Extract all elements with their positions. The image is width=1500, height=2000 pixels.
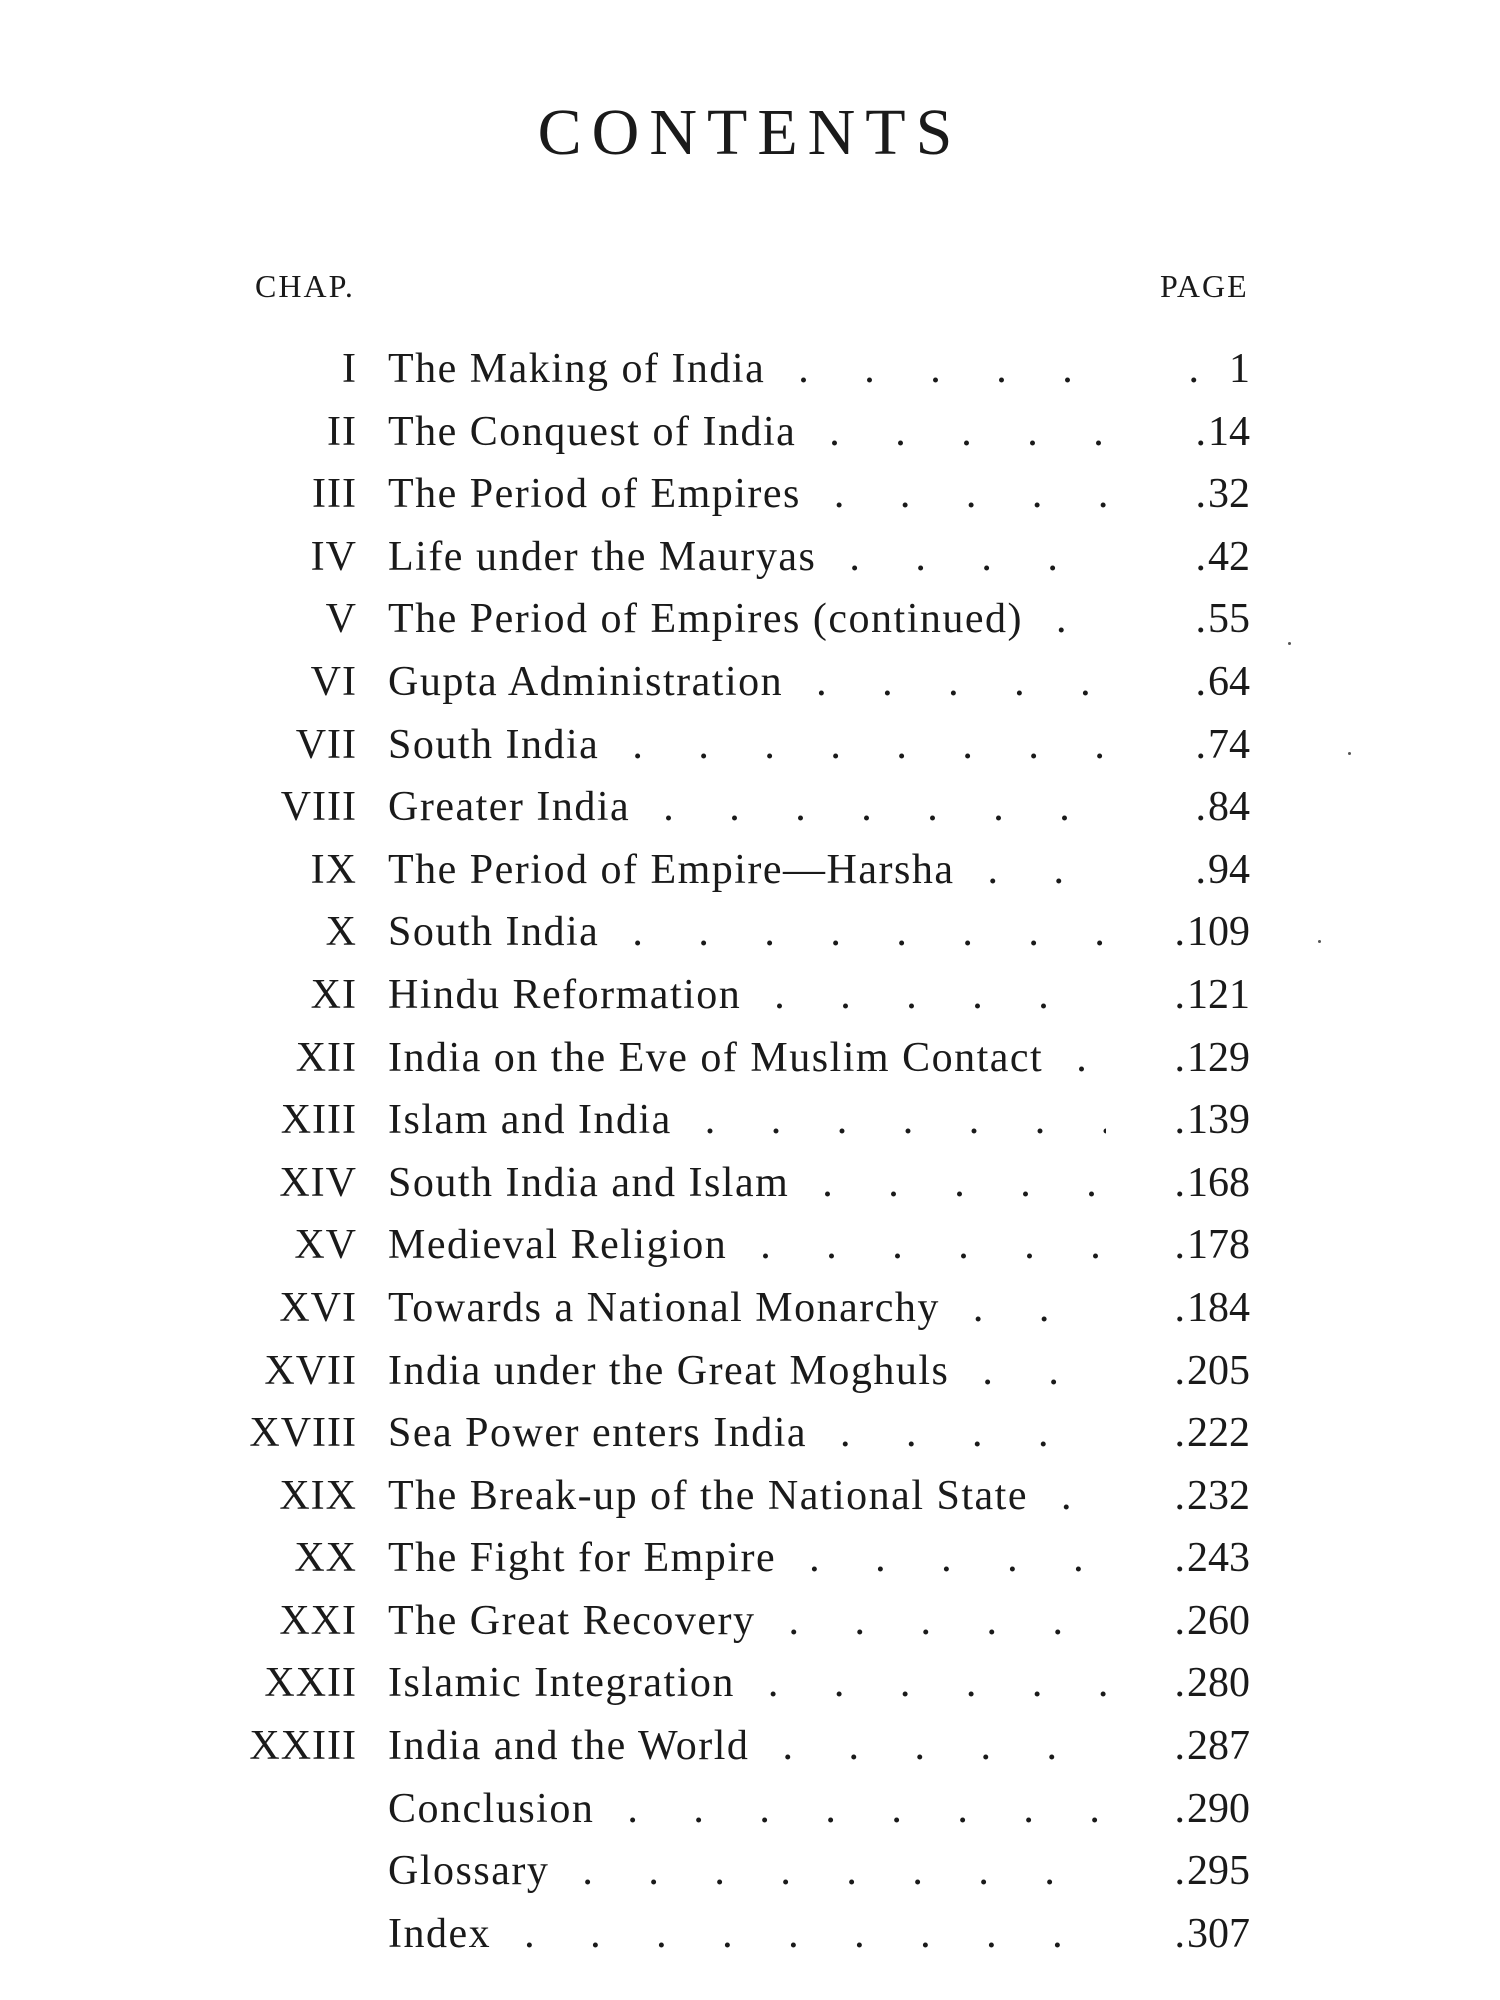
page-number: . 14 — [1188, 401, 1251, 464]
toc-entry — [0, 964, 1500, 1027]
page-number: . 55 — [1188, 588, 1251, 651]
chapter-title: Medieval Religion . . — [388, 1214, 1106, 1277]
page-number: . 129 — [1167, 1027, 1251, 1090]
toc-entry — [0, 588, 1500, 651]
chapter-title: Hindu Reformation . . — [388, 964, 1106, 1027]
toc-entry — [0, 1089, 1500, 1152]
page-number: . 243 — [1167, 1527, 1251, 1590]
chapter-number: XV — [294, 1222, 357, 1269]
chapter-title: Conclusion . . — [388, 1778, 1106, 1841]
page-number: . 222 — [1167, 1402, 1251, 1465]
toc-entry — [0, 901, 1500, 964]
chapter-title: South India and Islam . . — [388, 1152, 1106, 1215]
chapter-title: Towards a National Monarchy . . — [388, 1277, 1106, 1340]
chapter-column-header: CHAP. — [255, 268, 355, 304]
chapter-title: Greater India . . — [388, 776, 1106, 839]
toc-entry — [0, 1027, 1500, 1090]
page-number: . 139 — [1167, 1089, 1251, 1152]
page-number: . 32 — [1188, 463, 1251, 526]
chapter-title: South India . . — [388, 714, 1106, 777]
page-number: . 280 — [1167, 1652, 1251, 1715]
print-speck — [1348, 752, 1351, 755]
page-number: . 121 — [1167, 964, 1251, 1027]
toc-entry — [0, 1152, 1500, 1215]
chapter-title: Islamic Integration . . — [388, 1652, 1106, 1715]
page-number: . 232 — [1167, 1465, 1251, 1528]
page-number: . 307 — [1167, 1903, 1251, 1966]
chapter-title: Index . . — [388, 1903, 1106, 1966]
toc-entry — [0, 776, 1500, 839]
chapter-number: V — [325, 596, 357, 643]
toc-entry — [0, 1715, 1500, 1778]
toc-entry — [0, 1465, 1500, 1528]
chapter-title: The Great Recovery . . — [388, 1590, 1106, 1653]
page-number: . 205 — [1167, 1340, 1251, 1403]
chapter-number: VIII — [280, 784, 357, 831]
chapter-number: XVIII — [249, 1410, 357, 1457]
chapter-number: XXIII — [249, 1723, 357, 1770]
chapter-number: III — [312, 471, 357, 518]
toc-entry — [0, 1214, 1500, 1277]
chapter-number: XIII — [280, 1097, 357, 1144]
chapter-title: Life under the Mauryas . . — [388, 526, 1106, 589]
chapter-number: VII — [295, 721, 357, 768]
chapter-title: Gupta Administration . . — [388, 651, 1106, 714]
chapter-number: XIX — [279, 1472, 357, 1519]
toc-entry — [0, 526, 1500, 589]
chapter-number: VI — [310, 658, 357, 705]
toc-entry — [0, 1527, 1500, 1590]
print-speck — [1288, 642, 1291, 645]
chapter-title: The Fight for Empire . . — [388, 1527, 1106, 1590]
page-number: . 109 — [1167, 901, 1251, 964]
chapter-title: Sea Power enters India . . — [388, 1402, 1106, 1465]
toc-entry — [0, 1340, 1500, 1403]
page-number: . 168 — [1167, 1152, 1251, 1215]
toc-entry — [0, 1778, 1500, 1841]
toc-entry — [0, 714, 1500, 777]
chapter-number: XX — [294, 1535, 357, 1582]
print-speck — [1318, 940, 1321, 943]
page-title: CONTENTS — [537, 96, 963, 169]
chapter-title: Islam and India . . — [388, 1089, 1106, 1152]
chapter-title: India on the Eve of Muslim Contact . . — [388, 1027, 1106, 1090]
toc-entry — [0, 401, 1500, 464]
chapter-number: XVII — [264, 1347, 357, 1394]
chapter-title: The Making of India . . — [388, 338, 1106, 401]
toc-entry — [0, 651, 1500, 714]
toc-entry — [0, 1590, 1500, 1653]
toc-entry — [0, 839, 1500, 902]
chapter-number: II — [327, 408, 357, 455]
chapter-number: I — [342, 346, 357, 392]
chapter-title: The Conquest of India . . — [388, 401, 1106, 464]
page-number: . 64 — [1188, 651, 1251, 714]
page-number: . 295 — [1167, 1840, 1251, 1903]
page-number: . 260 — [1167, 1590, 1251, 1653]
chapter-number: XIV — [279, 1159, 357, 1206]
chapter-title: The Period of Empires (continued) . . — [388, 588, 1106, 651]
page-column-header: PAGE — [1160, 268, 1249, 304]
toc-entry — [0, 1277, 1500, 1340]
chapter-title: South India . . — [388, 901, 1106, 964]
toc-entry — [0, 463, 1500, 526]
page-number: . 84 — [1188, 776, 1251, 839]
toc-entry — [0, 338, 1500, 401]
chapter-number: XXI — [279, 1597, 357, 1644]
chapter-number: XI — [310, 971, 357, 1018]
page-number: . 290 — [1167, 1778, 1251, 1841]
page-number: . 94 — [1188, 839, 1251, 902]
toc-entry — [0, 1903, 1500, 1966]
chapter-title: The Period of Empire—Harsha . . — [388, 839, 1106, 902]
chapter-title: Glossary . . — [388, 1840, 1106, 1903]
toc-entry — [0, 1652, 1500, 1715]
page-number: . 74 — [1188, 714, 1251, 777]
chapter-title: The Break-up of the National State . . — [388, 1465, 1106, 1528]
chapter-number: XXII — [264, 1660, 357, 1707]
chapter-number: XII — [295, 1034, 357, 1081]
page-number: . 184 — [1167, 1277, 1251, 1340]
page-number: . 42 — [1188, 526, 1251, 589]
chapter-title: India under the Great Moghuls . . — [388, 1340, 1106, 1403]
page-number: . 178 — [1167, 1214, 1251, 1277]
chapter-number: IV — [310, 533, 357, 580]
chapter-number: XVI — [279, 1284, 357, 1331]
table-of-contents — [0, 338, 1500, 1965]
page-number: . 287 — [1167, 1715, 1251, 1778]
chapter-number: IX — [310, 846, 357, 893]
chapter-title: The Period of Empires . . — [388, 463, 1106, 526]
page-number: . 1 — [1181, 338, 1251, 401]
toc-entry — [0, 1402, 1500, 1465]
chapter-number: X — [325, 909, 357, 956]
toc-entry — [0, 1840, 1500, 1903]
chapter-title: India and the World . . — [388, 1715, 1106, 1778]
